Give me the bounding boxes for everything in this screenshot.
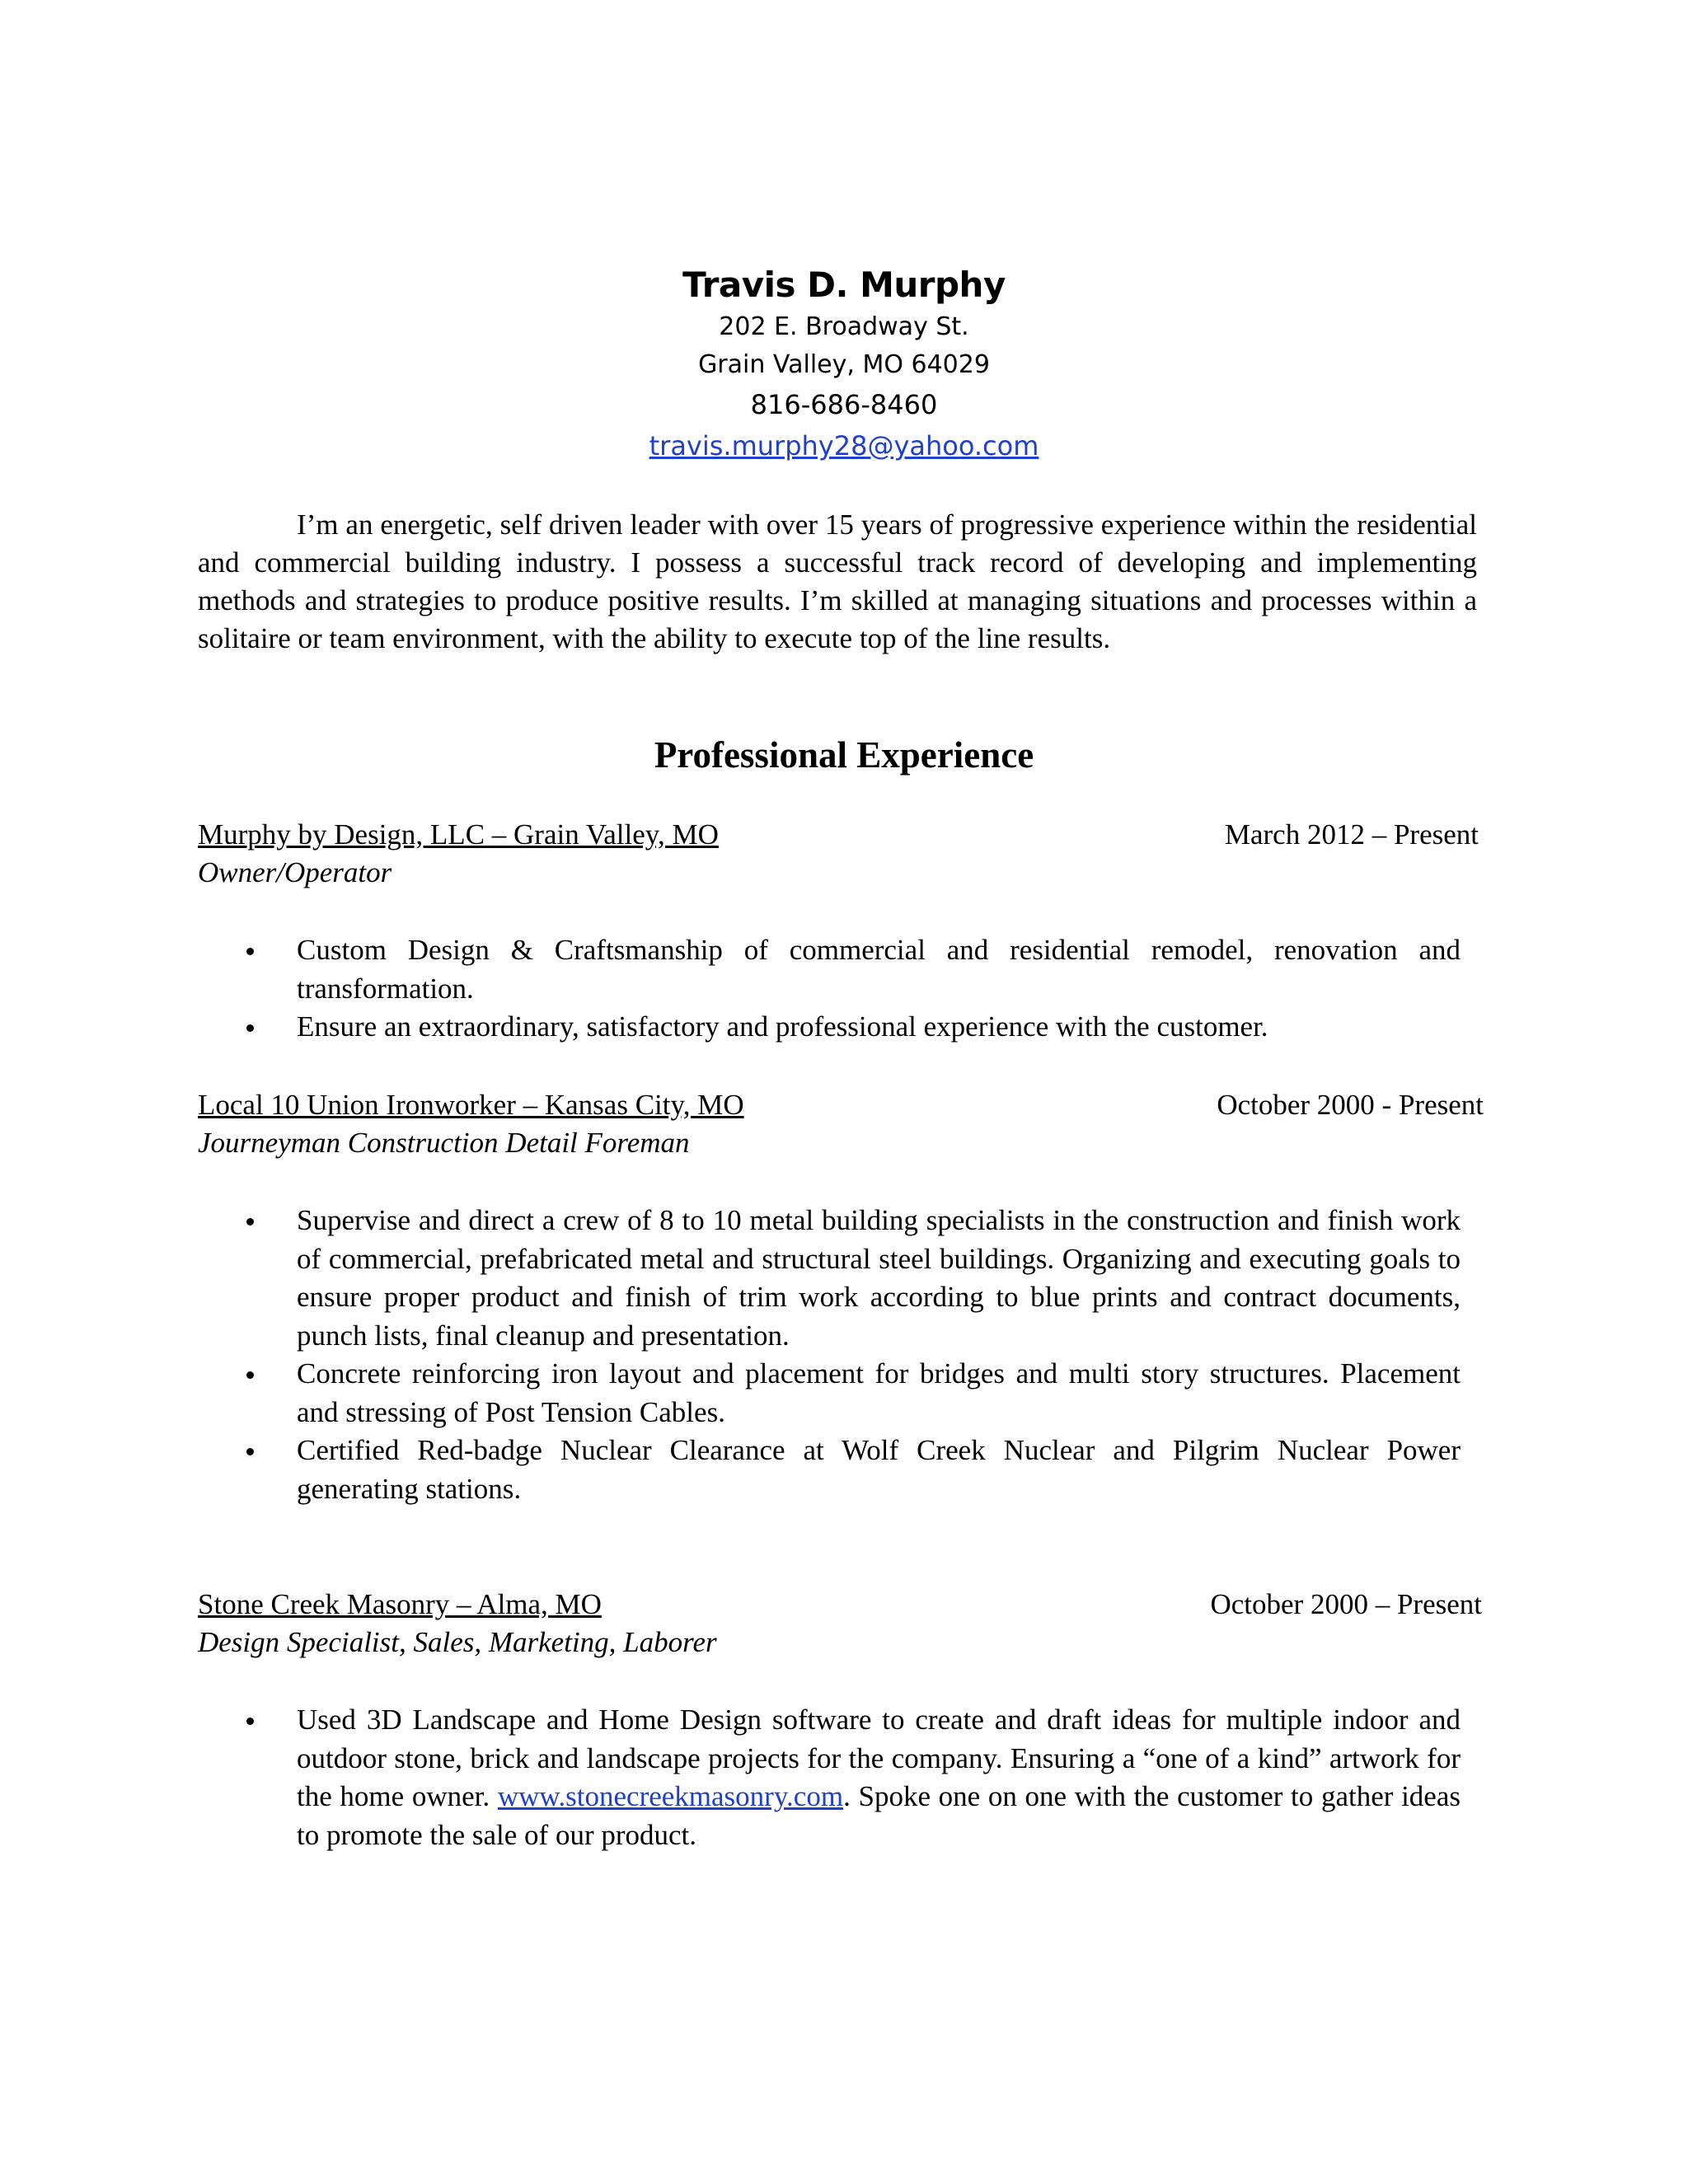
job-bullet-list — [198, 1701, 1484, 1854]
email-link[interactable]: travis.murphy28@yahoo.com — [649, 430, 1039, 462]
bullet-text: Supervise and direct a crew of 8 to 10 metal building specialists in the construction and finish work of commercial, prefabricated metal and structural steel buildings. Organizing and executing goals to ensure proper product and finish of trim work according to blue prints and contract documents, punch lists, final cleanup and presentation. — [297, 1204, 1461, 1352]
bullet-icon — [246, 1718, 254, 1725]
address-line-2: Grain Valley, MO 64029 — [698, 350, 990, 379]
job-title: Design Specialist, Sales, Marketing, Laborer — [198, 1626, 717, 1658]
bullet-icon — [246, 1448, 254, 1455]
job-bullet-list — [198, 931, 1484, 1047]
job-dates: October 2000 – Present — [1210, 1588, 1482, 1620]
job-entry-2 — [198, 1086, 1484, 1508]
bullet-text: Custom Design & Craftsmanship of commercial and residential remodel, renovation and transformation. — [297, 934, 1461, 1005]
contact-header — [0, 262, 1688, 466]
job-company: Local 10 Union Ironworker – Kansas City, MO — [198, 1089, 744, 1121]
bullet-text: Concrete reinforcing iron layout and placement for bridges and multi story structures. Placement and stressing of Post Tension Cables. — [297, 1357, 1461, 1428]
candidate-name: Travis D. Murphy — [682, 265, 1006, 305]
bullet-icon — [246, 1371, 254, 1379]
section-title-experience: Professional Experience — [654, 734, 1034, 776]
bullet-icon — [246, 1218, 254, 1226]
list-item — [198, 1432, 1461, 1508]
job-company: Stone Creek Masonry – Alma, MO — [198, 1588, 602, 1620]
website-link[interactable]: www.stonecreekmasonry.com — [497, 1780, 844, 1812]
list-item — [198, 1701, 1461, 1854]
job-title: Owner/Operator — [198, 856, 392, 888]
job-entry-3 — [198, 1586, 1484, 1854]
bullet-text: Ensure an extraordinary, satisfactory and professional experience with the customer. — [297, 1010, 1268, 1043]
job-company: Murphy by Design, LLC – Grain Valley, MO — [198, 818, 719, 851]
job-dates: October 2000 - Present — [1217, 1089, 1484, 1121]
bullet-icon — [246, 1024, 254, 1032]
summary-paragraph: I’m an energetic, self driven leader with over 15 years of progressive experience within the residential and commercial building industry. I possess a successful track record of developing and implementing methods and strategies to produce positive results. I’m skilled at managing situations and processes within a solitaire or team environment, with the ability to execute top of the line results. — [198, 509, 1477, 654]
bullet-text-after-link: . Spoke one on one with the customer to gather ideas to promote the sale of our product. — [297, 1780, 1461, 1851]
list-item — [198, 1202, 1461, 1355]
list-item — [198, 931, 1461, 1008]
phone-number: 816-686-8460 — [750, 389, 938, 420]
bullet-icon — [246, 948, 254, 955]
job-bullet-list — [198, 1202, 1484, 1508]
bullet-text: Certified Red-badge Nuclear Clearance at Wolf Creek Nuclear and Pilgrim Nuclear Power generating stations. — [297, 1434, 1461, 1505]
bullet-text-before-link: Used 3D Landscape and Home Design software to create and draft ideas for multiple indoor and outdoor stone, brick and landscape projects for the company. Ensuring a “one of a kind” artwork for the home owner. — [297, 1704, 1461, 1812]
job-title: Journeyman Construction Detail Foreman — [198, 1127, 690, 1159]
job-dates: March 2012 – Present — [1224, 818, 1479, 851]
list-item — [198, 1355, 1461, 1432]
job-entry-1 — [198, 816, 1484, 1047]
address-line-1: 202 E. Broadway St. — [719, 312, 969, 341]
list-item — [198, 1008, 1461, 1047]
